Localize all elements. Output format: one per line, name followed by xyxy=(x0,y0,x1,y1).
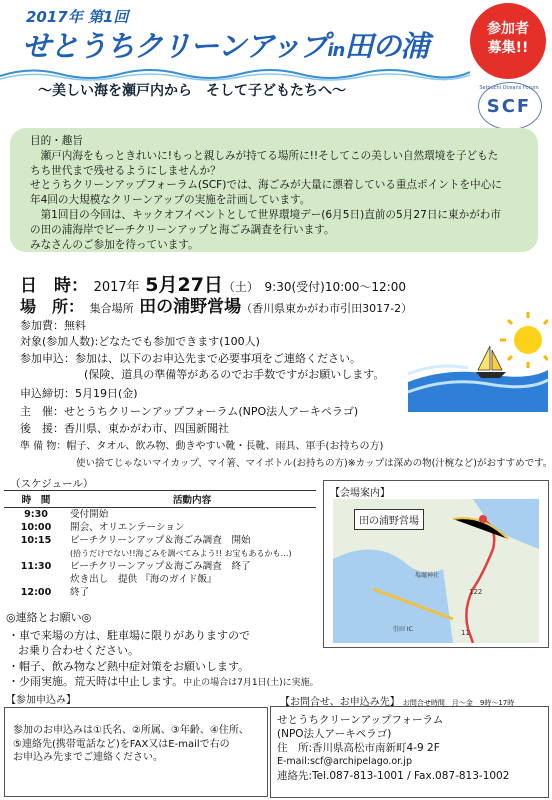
venue-address: （香川県東かがわ市引田3017-2） xyxy=(241,302,413,315)
seascape-illustration xyxy=(408,312,548,412)
table-row: 12:00 終了 xyxy=(20,587,90,598)
org-address: 住 所:香川県高松市南新町4-9 2F xyxy=(277,742,440,754)
items-note: 使い捨てじゃないマイカップ、マイ箸、マイボトル(お持ちの方)※カップは深めの物(汁椀など)がおすすめです。 xyxy=(76,458,552,469)
apply-note: (保険、道具の準備等があるのでお手数ですがお願いします。 xyxy=(84,368,385,381)
purpose-line: せとうちクリーンアップフォーラム(SCF)では、海ごみが大量に漂着している重点ポイントを中心に xyxy=(30,179,502,192)
event-time: 9:30(受付)10:00〜12:00 xyxy=(264,280,406,294)
apply-box xyxy=(4,707,268,797)
venue-name: 田の浦野営場 xyxy=(139,297,242,317)
notice-line: ・車で来場の方は、駐車場に限りがありますので xyxy=(8,629,250,642)
event-date: 5月27日 xyxy=(145,274,223,296)
schedule-col-time: 時 間 xyxy=(4,491,68,508)
purpose-line: ちち世代まで残せるようにしませんか？ xyxy=(30,164,221,177)
place-label: 場 所： xyxy=(20,297,85,316)
venue-pin-icon xyxy=(479,515,487,523)
date-label: 日 時： xyxy=(20,276,88,296)
host-row xyxy=(20,403,358,419)
inquiry-heading: 【お問合せ、お申込み先】 お問合せ時間 月〜金 9時〜17時 xyxy=(280,697,515,708)
title-location: 田の浦 xyxy=(344,29,429,63)
support-text: 香川県、東かがわ市、四国新聞社 xyxy=(64,422,229,435)
target-text: 対象(参加人数):どなたでも参加できます(100人) xyxy=(20,335,260,348)
purpose-heading: 目的・趣旨 xyxy=(30,135,83,147)
inquiry-box xyxy=(270,706,549,798)
sailboat-icon xyxy=(476,346,506,378)
event-place xyxy=(20,292,412,317)
badge-line-1: 参加者 xyxy=(487,21,529,37)
map-route-2: 11 xyxy=(461,629,470,637)
fee-text: 参加費：無料 xyxy=(20,319,86,332)
event-year: 2017年 xyxy=(93,280,140,295)
map-callout: 田の浦野営場 xyxy=(354,509,424,530)
items-row xyxy=(20,437,383,452)
logo-small-text: Setouchi Oceans Forum xyxy=(479,85,539,91)
sun-icon xyxy=(500,312,548,368)
apply-heading: 【参加申込み】 xyxy=(6,695,76,706)
edition-label: 2017年 第1回 xyxy=(26,8,129,26)
scf-logo xyxy=(470,80,548,130)
purpose-line: 年4回の大規模なクリーンアップの実施を計画しています。 xyxy=(30,194,311,207)
support-label: 後 援： xyxy=(20,422,64,435)
map-place-2: 引田 IC xyxy=(393,626,413,633)
badge-line-2: 募集!! xyxy=(487,40,529,56)
purpose-line: 瀬戸内海をもっときれいに!もっと親しみが持てる場所に!!そしてこの美しい自然環境を子どもた xyxy=(30,149,499,162)
inquiry-details xyxy=(277,713,509,783)
table-row: 10:00 開会、オリエンテーション xyxy=(20,522,185,533)
logo-text: SCF xyxy=(486,96,532,117)
venue-map xyxy=(323,480,549,648)
org-email[interactable]: E-mail:scf@archipelago.or.jp xyxy=(277,756,412,767)
org-name: せとうちクリーンアップフォーラム xyxy=(277,714,444,726)
title-main: せとうちクリーンアップ xyxy=(22,29,328,63)
table-row: 10:15 ビーチクリーンアップ＆海ごみ調査 開始 xyxy=(20,535,251,546)
map-label: 【会場案内】 xyxy=(330,488,390,499)
org-phone: 連絡先:Tel.087-813-1001 / Fax.087-813-1002 xyxy=(277,770,510,782)
org-sub: (NPO法人アーキペラゴ) xyxy=(277,728,392,740)
event-subtitle: 〜美しい海を瀬戸内から そして子どもたちへ〜 xyxy=(38,83,346,99)
items-text: 帽子、タオル、飲み物、動きやすい靴・長靴、雨具、軍手(お持ちの方) xyxy=(66,441,384,452)
notice-line: ・少雨実施。荒天時は中止します。中止の場合は7月1日(土)に実施。 xyxy=(8,675,319,688)
schedule-col-activity: 活動内容 xyxy=(68,491,316,508)
apply-instructions: 参加のお申込みは①氏名、②所属、③年齢、④住所、 ⑤連絡先(携帯電話など)をFAX又はE-mailで右の お申込み先までご連絡ください。 xyxy=(13,725,249,763)
purpose-line: みなさんのご参加を待っています。 xyxy=(30,238,199,251)
host-text: せとうちクリーンアップフォーラム(NPO法人アーキペラゴ) xyxy=(64,405,359,418)
table-row: (拾うだけでない!!海ごみを調べてみよう!! お宝もあるかも…) xyxy=(70,549,292,558)
items-label: 準 備 物： xyxy=(20,441,67,452)
recruiting-badge xyxy=(470,3,546,79)
event-weekday: （土） xyxy=(222,280,259,294)
schedule-title: （スケジュール） xyxy=(10,478,94,490)
notice-line: ・帽子、飲み物など熱中症対策をお願いします。 xyxy=(8,660,250,673)
apply-text: 参加申込：参加は、以下のお申込先まで必要事項をご連絡ください。 xyxy=(20,352,361,365)
event-title xyxy=(22,24,428,65)
map-place-1: 塩竈神社 xyxy=(415,572,440,579)
table-row: 9:30 受付開始 xyxy=(24,509,109,520)
notice-line: お乗り合わせください。 xyxy=(18,644,139,657)
table-row: 11:30 ビーチクリーンアップ＆海ごみ調査 終了 xyxy=(20,561,251,572)
title-in: in xyxy=(327,40,345,61)
purpose-section xyxy=(10,128,538,252)
host-label: 主 催： xyxy=(20,405,64,418)
schedule-table xyxy=(4,490,316,599)
inquiry-hours: お問合せ時間 月〜金 9時〜17時 xyxy=(402,699,515,707)
notice-heading: ◎連絡とお願い◎ xyxy=(6,611,92,624)
support-row xyxy=(20,420,229,436)
map-route-1: 122 xyxy=(469,588,483,596)
purpose-line: の田の浦海岸でビーチクリーンアップと海ごみ調査を行います。 xyxy=(30,223,335,236)
table-row: 炊き出し 提供 『海のガイド飯』 xyxy=(70,574,217,585)
purpose-line: 第1回目の今回は、キックオフイベントとして世界環境デー(6月5日)直前の5月27日に東かがわ市 xyxy=(30,208,501,221)
deadline-text: 申込締切：5月19日(金) xyxy=(20,387,138,400)
place-prefix: 集合場所 xyxy=(89,302,134,315)
